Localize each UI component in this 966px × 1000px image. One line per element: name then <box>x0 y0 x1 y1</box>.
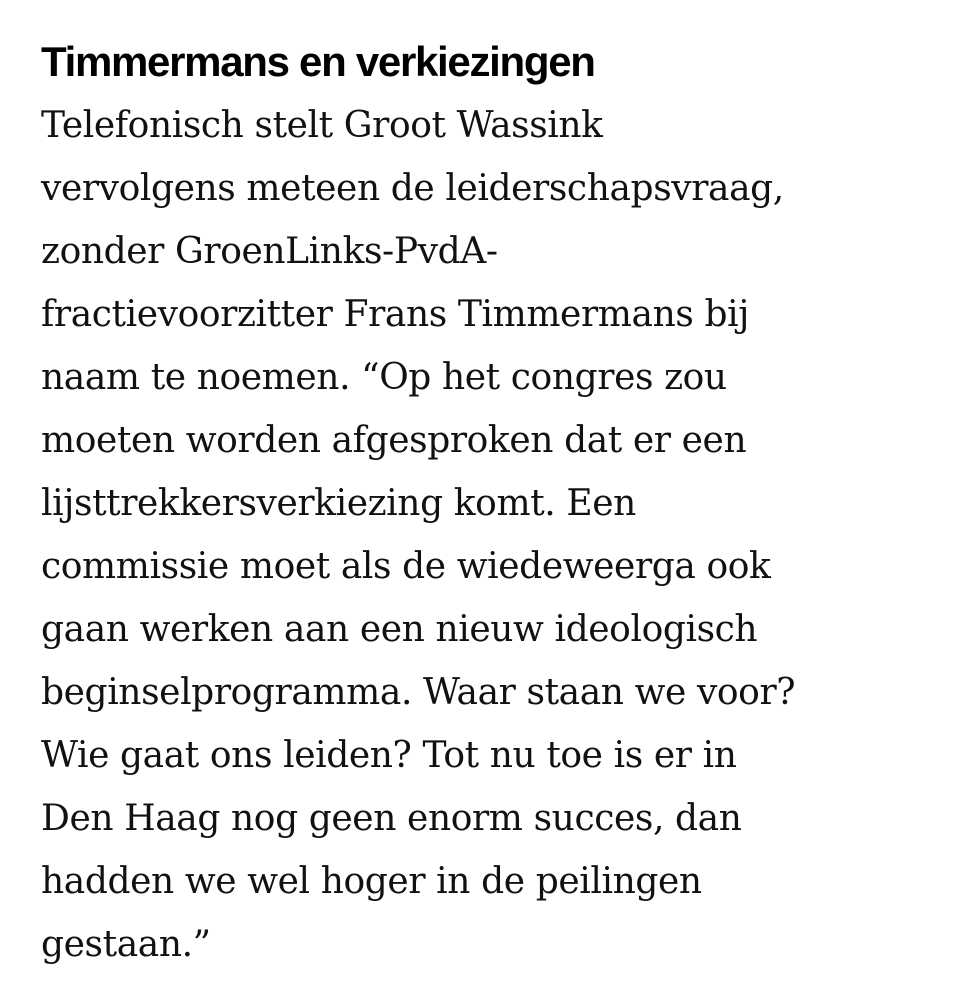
paragraph-line: gestaan.” <box>41 924 211 965</box>
paragraph-line: lijsttrekkersverkiezing komt. Een <box>41 483 636 524</box>
article-paragraph <box>41 90 941 976</box>
paragraph-line: gaan werken aan een nieuw ideologisch <box>41 609 758 650</box>
paragraph-line: commissie moet als de wiedeweerga ook <box>41 546 771 587</box>
paragraph-line: Wie gaat ons leiden? Tot nu toe is er in <box>41 735 737 776</box>
article <box>41 34 941 976</box>
paragraph-line: vervolgens meteen de leiderschapsvraag, <box>41 168 784 209</box>
paragraph-line: hadden we wel hoger in de peilingen <box>41 861 702 902</box>
paragraph-line: moeten worden afgesproken dat er een <box>41 420 747 461</box>
paragraph-line: naam te noemen. “Op het congres zou <box>41 357 727 398</box>
paragraph-line: Den Haag nog geen enorm succes, dan <box>41 798 742 839</box>
paragraph-line: fractievoorzitter Frans Timmermans bij <box>41 294 749 335</box>
paragraph-line: zonder GroenLinks-PvdA- <box>41 231 498 272</box>
article-heading: Timmermans en verkiezingen <box>41 38 595 85</box>
paragraph-line: Telefonisch stelt Groot Wassink <box>41 105 603 146</box>
paragraph-line: beginselprogramma. Waar staan we voor? <box>41 672 796 713</box>
